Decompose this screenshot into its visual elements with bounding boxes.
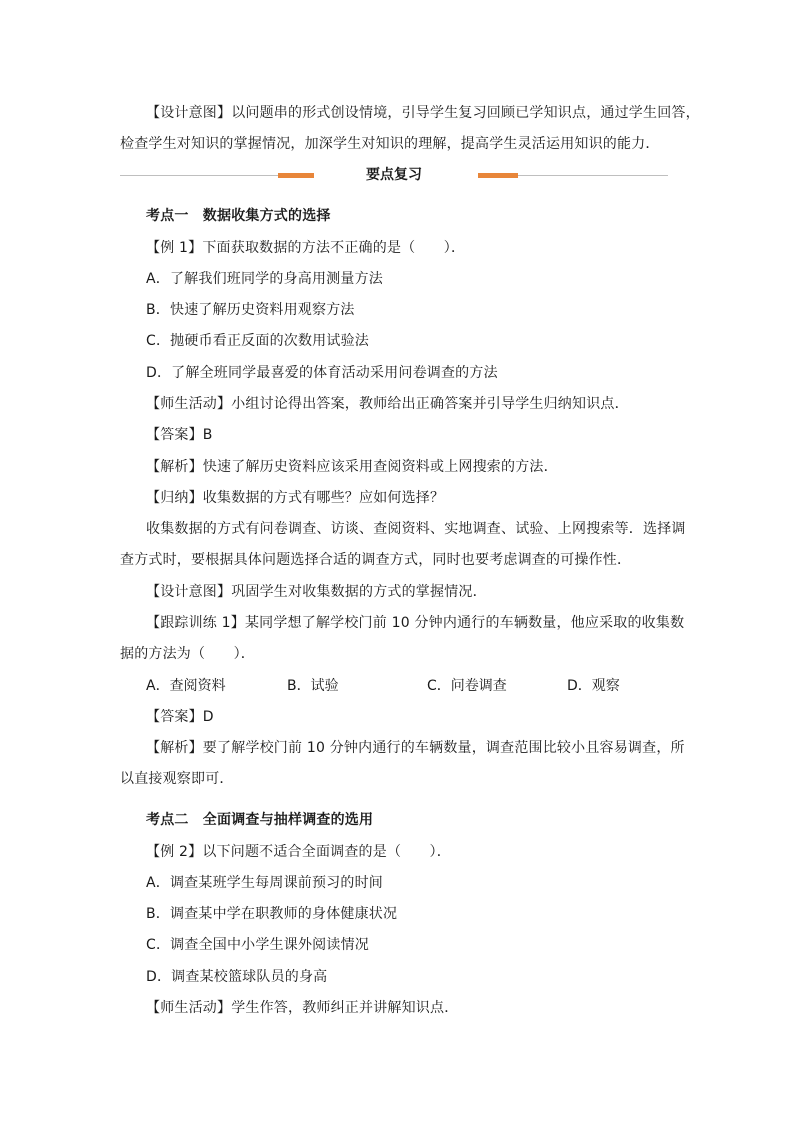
example2-activity: 【师生活动】学生作答，教师纠正并讲解知识点． xyxy=(146,1000,459,1016)
section-title: 要点复习 xyxy=(366,167,422,183)
design-intent: 【设计意图】巩固学生对收集数据的方式的掌握情况． xyxy=(146,584,487,600)
training1-answer: 【答案】D xyxy=(146,709,214,725)
example1-question: 【例 1】下面获取数据的方法不正确的是（ ）． xyxy=(146,240,466,256)
training1-analysis-2: 以直接观察即可． xyxy=(120,771,234,787)
summary-text-1: 收集数据的方式有问卷调查、访谈、查阅资料、实地调查、试验、上网搜索等．选择调 xyxy=(146,521,686,537)
training1-line-1: 【跟踪训练 1】某同学想了解学校门前 10 分钟内通行的车辆数量，他应采取的收集数 xyxy=(146,615,685,631)
intro-line-2: 检查学生对知识的掌握情况，加深学生对知识的理解，提高学生灵活运用知识的能力． xyxy=(120,136,660,152)
section-divider xyxy=(120,166,668,184)
example1-analysis: 【解析】快速了解历史资料应该采用查阅资料或上网搜索的方法． xyxy=(146,459,558,475)
example2-option-a: A．调查某班学生每周课前预习的时间 xyxy=(146,875,383,891)
example1-option-d: D．了解全班同学最喜爱的体育活动采用问卷调查的方法 xyxy=(146,365,498,381)
summary-text-2: 查方式时，要根据具体问题选择合适的调查方式，同时也要考虑调查的可操作性． xyxy=(120,552,632,568)
example1-option-c: C．抛硬币看正反面的次数用试验法 xyxy=(146,333,369,349)
example2-option-c: C．调查全国中小学生课外阅读情况 xyxy=(146,937,369,953)
training1-option-a: A．查阅资料 xyxy=(146,678,226,694)
point1-heading: 考点一 数据收集方式的选择 xyxy=(146,208,331,224)
divider-line-right xyxy=(518,175,668,176)
training1-line-2: 据的方法为（ ）． xyxy=(120,646,255,662)
training1-option-c: C．问卷调查 xyxy=(427,678,507,694)
example1-option-b: B．快速了解历史资料用观察方法 xyxy=(146,302,355,318)
training1-option-b: B．试验 xyxy=(287,678,339,694)
example1-activity: 【师生活动】小组讨论得出答案，教师给出正确答案并引导学生归纳知识点． xyxy=(146,396,629,412)
training1-option-d: D．观察 xyxy=(567,678,620,694)
example1-option-a: A．了解我们班同学的身高用测量方法 xyxy=(146,271,383,287)
example2-option-b: B．调查某中学在职教师的身体健康状况 xyxy=(146,906,398,922)
example2-option-d: D．调查某校篮球队员的身高 xyxy=(146,969,328,985)
summary-question: 【归纳】收集数据的方式有哪些？应如何选择？ xyxy=(146,490,445,506)
example1-answer: 【答案】B xyxy=(146,427,213,443)
intro-line-1: 【设计意图】以问题串的形式创设情境，引导学生复习回顾已学知识点，通过学生回答， xyxy=(146,105,700,121)
divider-accent-right xyxy=(478,173,518,178)
training1-analysis-1: 【解析】要了解学校门前 10 分钟内通行的车辆数量，调查范围比较小且容易调查，所 xyxy=(146,740,685,756)
point2-heading: 考点二 全面调查与抽样调查的选用 xyxy=(146,812,374,828)
example2-question: 【例 2】以下问题不适合全面调查的是（ ）． xyxy=(146,844,451,860)
